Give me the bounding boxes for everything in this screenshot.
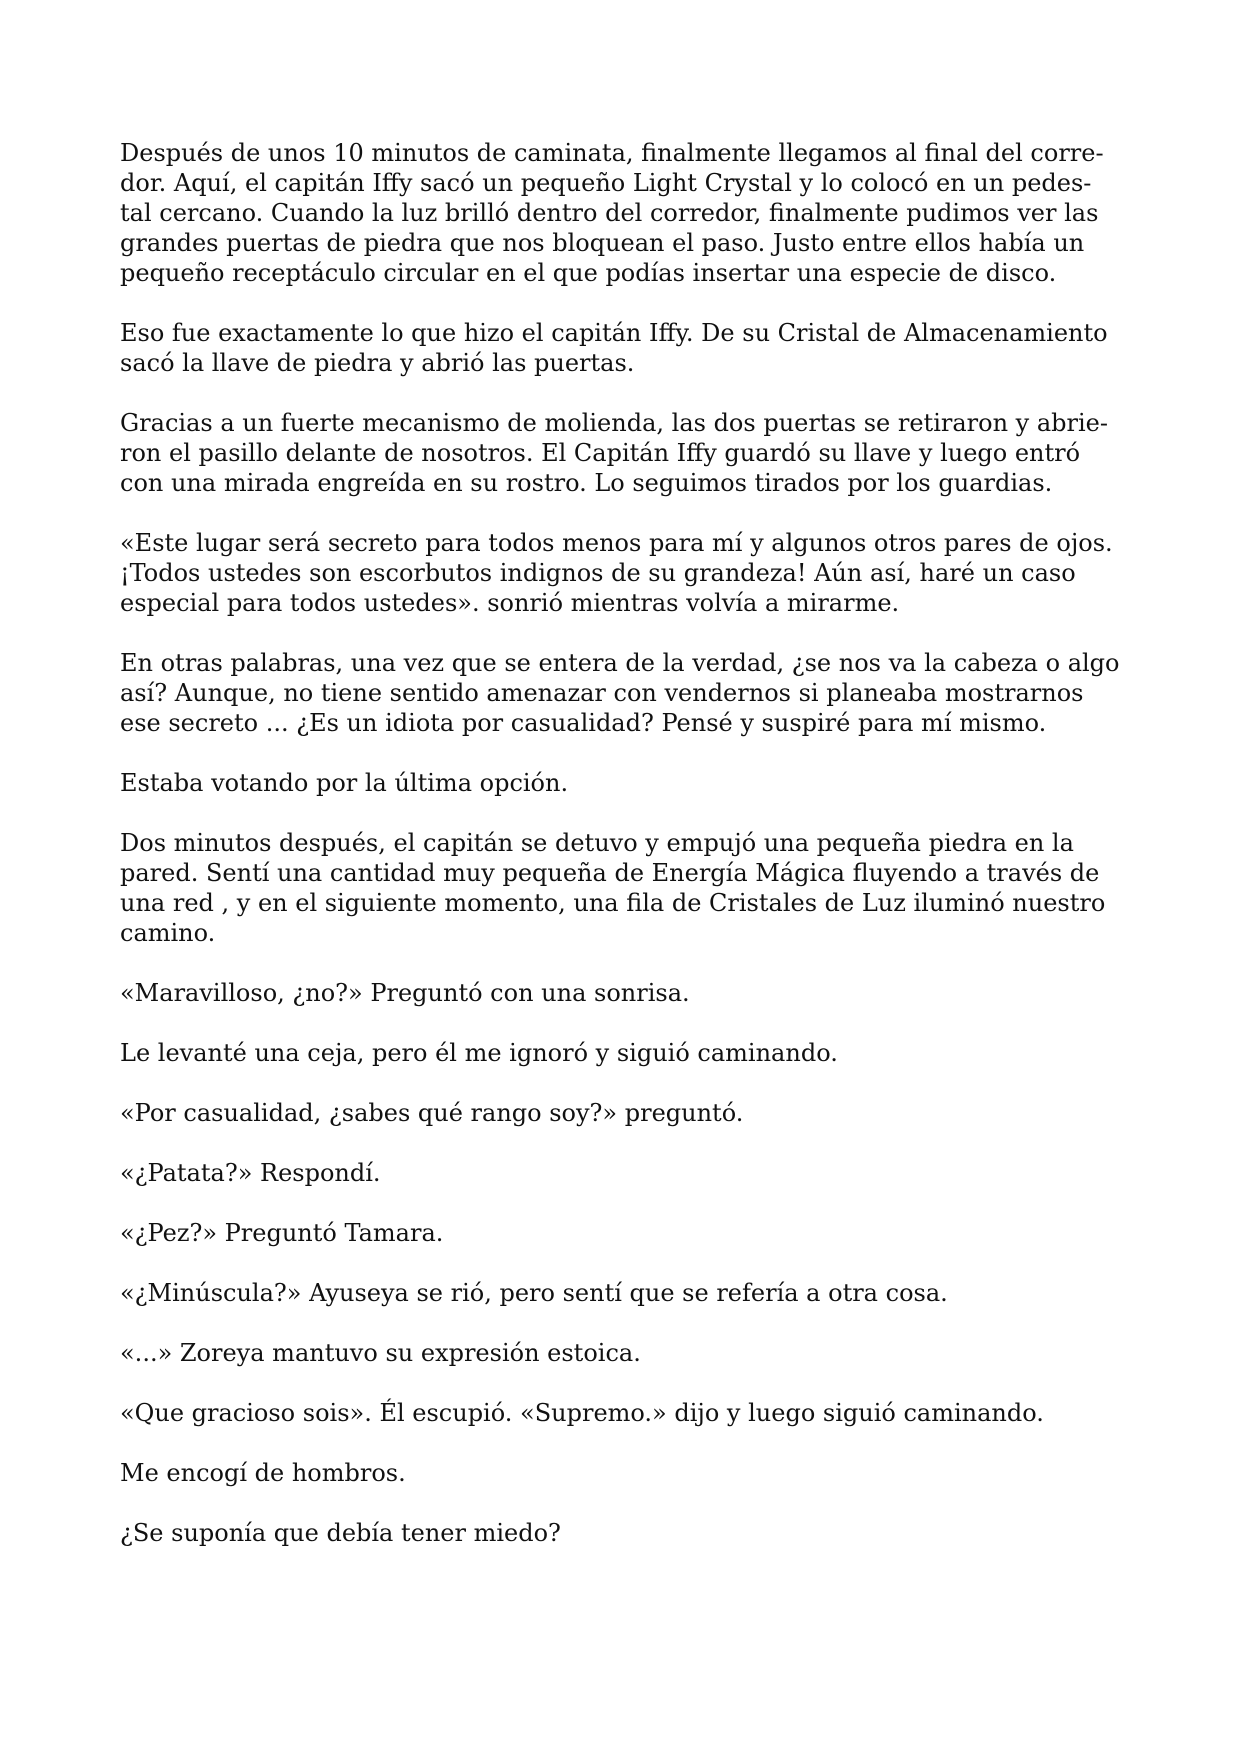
paragraph-15 bbox=[120, 1398, 1125, 1428]
text-line: ese secreto ... ¿Es un idiota por casualidad? Pensé y suspiré para mí mismo. bbox=[120, 709, 1047, 737]
text-line: Dos minutos después, el capitán se detuvo y empujó una pequeña piedra en la bbox=[120, 829, 1074, 857]
text-line: «¿Pez?» Preguntó Tamara. bbox=[120, 1219, 444, 1247]
paragraph-8 bbox=[120, 978, 1125, 1008]
paragraph-9 bbox=[120, 1038, 1125, 1068]
paragraph-7 bbox=[120, 828, 1125, 948]
paragraph-11 bbox=[120, 1158, 1125, 1188]
text-line: Le levanté una ceja, pero él me ignoró y siguió caminando. bbox=[120, 1039, 838, 1067]
document-page bbox=[120, 138, 1125, 1578]
text-line: «¿Minúscula?» Ayuseya se rió, pero sentí que se refería a otra cosa. bbox=[120, 1279, 948, 1307]
text-line: camino. bbox=[120, 919, 216, 947]
paragraph-5 bbox=[120, 648, 1125, 738]
paragraph-1 bbox=[120, 138, 1125, 288]
text-line: Después de unos 10 minutos de caminata, finalmente llegamos al final del corre- bbox=[120, 139, 1104, 167]
text-line: con una mirada engreída en su rostro. Lo seguimos tirados por los guardias. bbox=[120, 469, 1053, 497]
paragraph-13 bbox=[120, 1278, 1125, 1308]
text-line: En otras palabras, una vez que se entera de la verdad, ¿se nos va la cabeza o algo bbox=[120, 649, 1120, 677]
text-line: grandes puertas de piedra que nos bloquean el paso. Justo entre ellos había un bbox=[120, 229, 1085, 257]
paragraph-6 bbox=[120, 768, 1125, 798]
text-line: especial para todos ustedes». sonrió mientras volvía a mirarme. bbox=[120, 589, 900, 617]
text-line: «Por casualidad, ¿sabes qué rango soy?» preguntó. bbox=[120, 1099, 744, 1127]
paragraph-4 bbox=[120, 528, 1125, 618]
text-line: una red , y en el siguiente momento, una fila de Cristales de Luz iluminó nuestro bbox=[120, 889, 1106, 917]
paragraph-12 bbox=[120, 1218, 1125, 1248]
text-line: Me encogí de hombros. bbox=[120, 1459, 406, 1487]
paragraph-14 bbox=[120, 1338, 1125, 1368]
text-line: «...» Zoreya mantuvo su expresión estoica. bbox=[120, 1339, 641, 1367]
paragraph-17 bbox=[120, 1518, 1125, 1548]
text-line: Estaba votando por la última opción. bbox=[120, 769, 569, 797]
text-line: pared. Sentí una cantidad muy pequeña de Energía Mágica fluyendo a través de bbox=[120, 859, 1100, 887]
text-line: «Este lugar será secreto para todos menos para mí y algunos otros pares de ojos. bbox=[120, 529, 1113, 557]
text-line: ¡Todos ustedes son escorbutos indignos de su grandeza! Aún así, haré un caso bbox=[120, 559, 1076, 587]
text-line: sacó la llave de piedra y abrió las puertas. bbox=[120, 349, 635, 377]
paragraph-16 bbox=[120, 1458, 1125, 1488]
text-line: Gracias a un fuerte mecanismo de molienda, las dos puertas se retiraron y abrie- bbox=[120, 409, 1108, 437]
text-line: ron el pasillo delante de nosotros. El Capitán Iffy guardó su llave y luego entró bbox=[120, 439, 1081, 467]
text-line: dor. Aquí, el capitán Iffy sacó un pequeño Light Crystal y lo colocó en un pedes- bbox=[120, 169, 1092, 197]
paragraph-2 bbox=[120, 318, 1125, 378]
text-line: así? Aunque, no tiene sentido amenazar con vendernos si planeaba mostrarnos bbox=[120, 679, 1084, 707]
text-line: Eso fue exactamente lo que hizo el capitán Iffy. De su Cristal de Almacenamiento bbox=[120, 319, 1108, 347]
paragraph-3 bbox=[120, 408, 1125, 498]
text-line: tal cercano. Cuando la luz brilló dentro del corredor, finalmente pudimos ver las bbox=[120, 199, 1099, 227]
text-line: «Maravilloso, ¿no?» Preguntó con una sonrisa. bbox=[120, 979, 690, 1007]
text-line: ¿Se suponía que debía tener miedo? bbox=[120, 1519, 561, 1547]
text-line: «¿Patata?» Respondí. bbox=[120, 1159, 381, 1187]
text-line: pequeño receptáculo circular en el que podías insertar una especie de disco. bbox=[120, 259, 1057, 287]
text-line: «Que gracioso sois». Él escupió. «Supremo.» dijo y luego siguió caminando. bbox=[120, 1399, 1044, 1427]
paragraph-10 bbox=[120, 1098, 1125, 1128]
